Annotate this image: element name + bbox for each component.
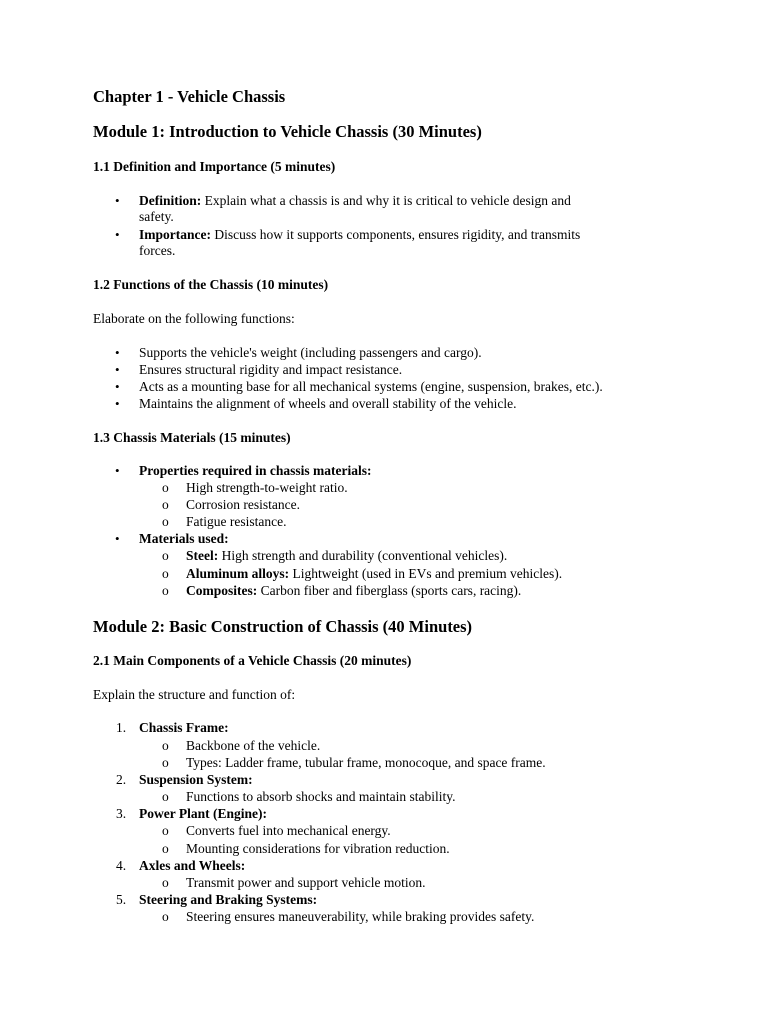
bullet-icon: •: [115, 227, 120, 242]
section-1-3-title: 1.3 Chassis Materials (15 minutes): [93, 430, 291, 445]
material-item: [186, 583, 521, 599]
definition-label: Definition:: [139, 193, 202, 208]
section-1-2-intro: Elaborate on the following functions:: [93, 311, 295, 326]
sub-bullet-icon: o: [162, 738, 169, 753]
sub-bullet-icon: o: [162, 583, 169, 598]
module-1-title: Module 1: Introduction to Vehicle Chassis (30 Minutes): [93, 122, 482, 141]
sub-bullet-icon: o: [162, 548, 169, 563]
sub-bullet-icon: o: [162, 841, 169, 856]
list-number: 3.: [116, 806, 127, 821]
properties-label: Properties required in chassis materials:: [139, 463, 372, 478]
component-detail: Types: Ladder frame, tubular frame, monocoque, and space frame.: [186, 755, 546, 770]
importance-line: [139, 227, 580, 243]
definition-text: Explain what a chassis is and why it is critical to vehicle design and: [204, 193, 571, 208]
definition-text-cont: safety.: [139, 209, 174, 224]
importance-text: Discuss how it supports components, ensures rigidity, and transmits: [214, 227, 581, 242]
bullet-icon: •: [115, 379, 120, 394]
sub-bullet-icon: o: [162, 789, 169, 804]
component-detail: Converts fuel into mechanical energy.: [186, 823, 391, 838]
sub-bullet-icon: o: [162, 566, 169, 581]
sub-bullet-icon: o: [162, 497, 169, 512]
material-text: Lightweight (used in EVs and premium vehicles).: [292, 566, 563, 581]
bullet-icon: •: [115, 345, 120, 360]
bullet-icon: •: [115, 531, 120, 546]
function-item: Maintains the alignment of wheels and overall stability of the vehicle.: [139, 396, 517, 411]
list-number: 4.: [116, 858, 127, 873]
function-item: Acts as a mounting base for all mechanical systems (engine, suspension, brakes, etc.).: [139, 379, 603, 394]
component-detail: Functions to absorb shocks and maintain stability.: [186, 789, 456, 804]
bullet-icon: •: [115, 396, 120, 411]
material-label: Composites:: [186, 583, 258, 598]
component-label: Suspension System:: [139, 772, 253, 787]
component-detail: Mounting considerations for vibration reduction.: [186, 841, 450, 856]
property-item: High strength-to-weight ratio.: [186, 480, 348, 495]
definition-line: [139, 193, 571, 209]
sub-bullet-icon: o: [162, 875, 169, 890]
list-number: 1.: [116, 720, 127, 735]
material-item: [186, 548, 507, 564]
component-label: Power Plant (Engine):: [139, 806, 267, 821]
bullet-icon: •: [115, 193, 120, 208]
material-label: Aluminum alloys:: [186, 566, 290, 581]
sub-bullet-icon: o: [162, 514, 169, 529]
component-label: Chassis Frame:: [139, 720, 229, 735]
component-detail: Backbone of the vehicle.: [186, 738, 321, 753]
material-text: High strength and durability (conventional vehicles).: [221, 548, 508, 563]
list-number: 2.: [116, 772, 127, 787]
material-label: Steel:: [186, 548, 219, 563]
sub-bullet-icon: o: [162, 480, 169, 495]
section-2-1-intro: Explain the structure and function of:: [93, 687, 296, 702]
importance-label: Importance:: [139, 227, 211, 242]
component-detail: Steering ensures maneuverability, while braking provides safety.: [186, 909, 535, 924]
importance-text-cont: forces.: [139, 243, 176, 258]
property-item: Fatigue resistance.: [186, 514, 287, 529]
sub-bullet-icon: o: [162, 823, 169, 838]
function-item: Supports the vehicle's weight (including passengers and cargo).: [139, 345, 482, 360]
component-detail: Transmit power and support vehicle motion.: [186, 875, 426, 890]
property-item: Corrosion resistance.: [186, 497, 300, 512]
material-item: [186, 566, 562, 582]
sub-bullet-icon: o: [162, 909, 169, 924]
material-text: Carbon fiber and fiberglass (sports cars, racing).: [260, 583, 522, 598]
sub-bullet-icon: o: [162, 755, 169, 770]
section-2-1-title: 2.1 Main Components of a Vehicle Chassis (20 minutes): [93, 653, 412, 668]
section-1-1-title: 1.1 Definition and Importance (5 minutes): [93, 159, 336, 174]
module-2-title: Module 2: Basic Construction of Chassis (40 Minutes): [93, 617, 473, 636]
section-1-2-title: 1.2 Functions of the Chassis (10 minutes): [93, 277, 329, 292]
bullet-icon: •: [115, 463, 120, 478]
materials-label: Materials used:: [139, 531, 229, 546]
list-number: 5.: [116, 892, 127, 907]
component-label: Steering and Braking Systems:: [139, 892, 318, 907]
function-item: Ensures structural rigidity and impact resistance.: [139, 362, 403, 377]
chapter-title: Chapter 1 - Vehicle Chassis: [93, 87, 286, 106]
bullet-icon: •: [115, 362, 120, 377]
component-label: Axles and Wheels:: [139, 858, 246, 873]
